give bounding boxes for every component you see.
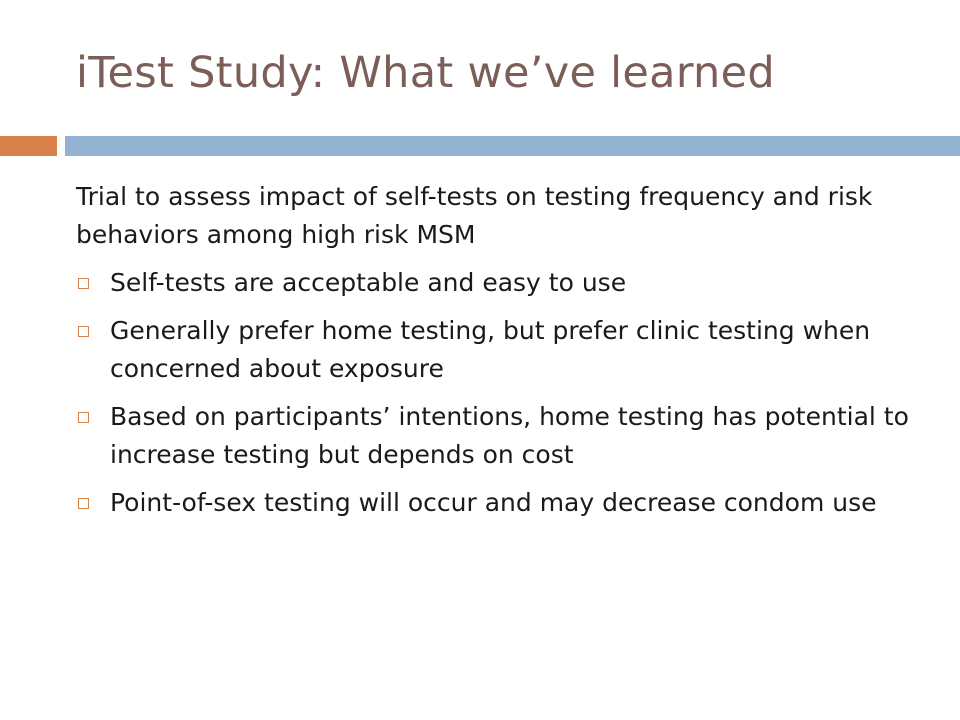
bullet-text: Based on participants’ intentions, home testing has potential to increase testing but depends on cost [110,402,909,469]
title-rule [65,136,960,156]
title-rule-accent [0,136,57,156]
bullet-text: Point-of-sex testing will occur and may decrease condom use [110,488,877,517]
bullet-list [76,264,936,522]
bullet-text: Self-tests are acceptable and easy to use [110,268,627,297]
bullet-item [76,312,936,388]
bullet-item [76,264,936,302]
square-bullet-icon [78,278,89,289]
intro-text: Trial to assess impact of self-tests on testing frequency and risk behaviors among high risk MSM [76,182,873,249]
square-bullet-icon [78,326,89,337]
square-bullet-icon [78,498,89,509]
bullet-text: Generally prefer home testing, but prefer clinic testing when concerned about exposure [110,316,871,383]
square-bullet-icon [78,412,89,423]
bullet-item [76,484,936,522]
bullet-item [76,398,936,474]
slide-body [76,178,936,532]
slide-title: iTest Study: What we’ve learned [76,48,775,98]
